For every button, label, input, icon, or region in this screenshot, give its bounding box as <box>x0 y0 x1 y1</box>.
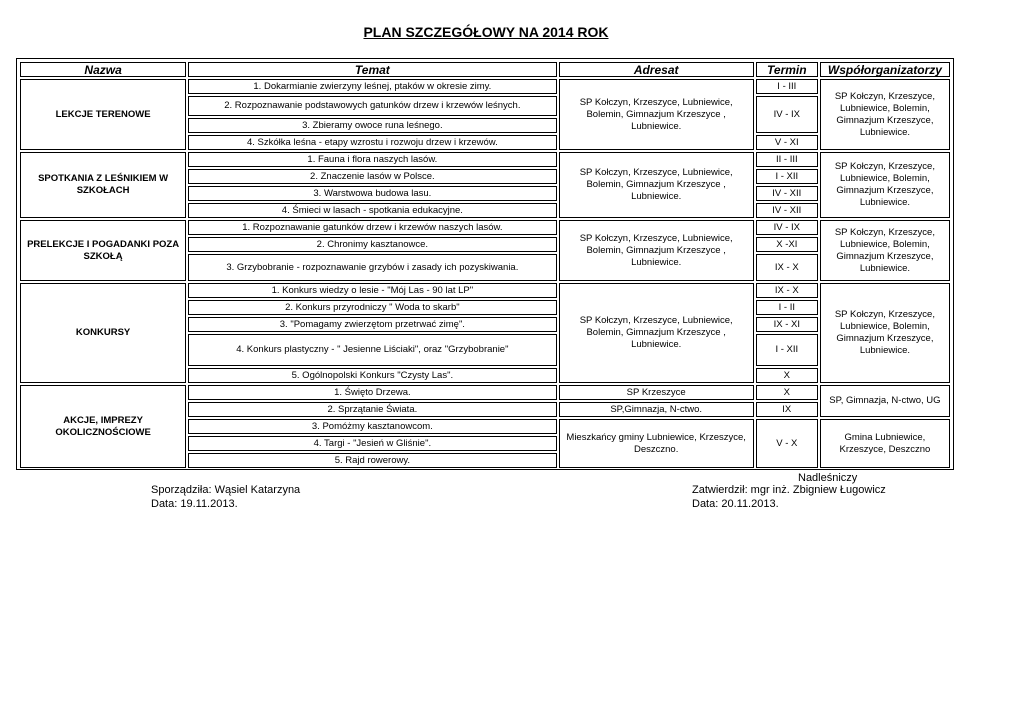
coorganizers-cell: SP Kołczyn, Krzeszyce, Lubniewice, Bolemin, Gimnazjum Krzeszyce, Lubniewice. <box>820 283 950 383</box>
coorganizers-cell: SP Kołczyn, Krzeszyce, Lubniewice, Bolemin, Gimnazjum Krzeszyce, Lubniewice. <box>820 220 950 281</box>
term-cell: V - X <box>756 419 818 468</box>
addressee-cell: SP,Gimnazja, N-ctwo. <box>559 402 754 417</box>
header-nazwa: Nazwa <box>20 62 186 77</box>
term-cell: II - III <box>756 152 818 167</box>
table-row <box>20 79 950 94</box>
category-name: KONKURSY <box>20 283 186 383</box>
nadlesniczy-label: Nadleśniczy <box>798 472 858 484</box>
addressee-cell: SP Kołczyn, Krzeszyce, Lubniewice, Bolemin, Gimnazjum Krzeszyce , Lubniewice. <box>559 79 754 150</box>
term-cell: X -XI <box>756 237 818 252</box>
topic-cell: 3. Grzybobranie - rozpoznawanie grzybów i zasady ich pozyskiwania. <box>188 254 556 281</box>
topic-cell: 5. Ogólnopolski Konkurs "Czysty Las". <box>188 368 556 383</box>
term-cell: IX - X <box>756 254 818 281</box>
coorganizers-cell: SP Kołczyn, Krzeszyce, Lubniewice, Bolemin, Gimnazjum Krzeszyce, Lubniewice. <box>820 79 950 150</box>
category-name: PRELEKCJE I POGADANKI POZA SZKOŁĄ <box>20 220 186 281</box>
coorganizers-cell: Gmina Lubniewice, Krzeszyce, Deszczno <box>820 419 950 468</box>
addressee-cell: SP Kołczyn, Krzeszyce, Lubniewice, Bolemin, Gimnazjum Krzeszyce , Lubniewice. <box>559 152 754 218</box>
term-cell: I - XII <box>756 334 818 366</box>
term-cell: V - XI <box>756 135 818 150</box>
table-row <box>20 220 950 235</box>
plan-table <box>18 60 952 470</box>
topic-cell: 1. Fauna i flora naszych lasów. <box>188 152 556 167</box>
category-name: AKCJE, IMPREZY OKOLICZNOŚCIOWE <box>20 385 186 468</box>
topic-cell: 2. Konkurs przyrodniczy " Woda to skarb" <box>188 300 556 315</box>
table-row <box>20 152 950 167</box>
topic-cell: 2. Rozpoznawanie podstawowych gatunków drzew i krzewów leśnych. <box>188 96 556 116</box>
addressee-cell: SP Krzeszyce <box>559 385 754 400</box>
term-cell: IX - X <box>756 283 818 298</box>
topic-cell: 2. Sprzątanie Świata. <box>188 402 556 417</box>
approved-by: Zatwierdził: mgr inż. Zbigniew Ługowicz <box>692 484 886 496</box>
document-title: PLAN SZCZEGÓŁOWY NA 2014 ROK <box>363 24 609 40</box>
header-row <box>20 62 950 77</box>
header-wspolorganizatorzy: Współorganizatorzy <box>820 62 950 77</box>
term-cell: X <box>756 385 818 400</box>
category-name: SPOTKANIA Z LEŚNIKIEM W SZKOŁACH <box>20 152 186 218</box>
plan-body <box>20 79 950 468</box>
topic-cell: 2. Znaczenie lasów w Polsce. <box>188 169 556 184</box>
header-termin: Termin <box>756 62 818 77</box>
term-cell: IV - XII <box>756 186 818 201</box>
term-cell: I - II <box>756 300 818 315</box>
coorganizers-cell: SP Kołczyn, Krzeszyce, Lubniewice, Bolemin, Gimnazjum Krzeszyce, Lubniewice. <box>820 152 950 218</box>
topic-cell: 3. Warstwowa budowa lasu. <box>188 186 556 201</box>
topic-cell: 4. Konkurs plastyczny - " Jesienne Liściaki", oraz "Grzybobranie" <box>188 334 556 366</box>
prepared-by: Sporządziła: Wąsiel Katarzyna <box>151 484 301 496</box>
topic-cell: 1. Święto Drzewa. <box>188 385 556 400</box>
header-adresat: Adresat <box>559 62 754 77</box>
topic-cell: 3. Zbieramy owoce runa leśnego. <box>188 118 556 133</box>
addressee-cell: SP Kołczyn, Krzeszyce, Lubniewice, Bolemin, Gimnazjum Krzeszyce , Lubniewice. <box>559 283 754 383</box>
topic-cell: 3. "Pomagamy zwierzętom przetrwać zimę". <box>188 317 556 332</box>
table-row <box>20 283 950 298</box>
topic-cell: 3. Pomóżmy kasztanowcom. <box>188 419 556 434</box>
topic-cell: 2. Chronimy kasztanowce. <box>188 237 556 252</box>
prepared-date: Data: 19.11.2013. <box>151 498 238 510</box>
category-name: LEKCJE TERENOWE <box>20 79 186 150</box>
term-cell: IV - IX <box>756 220 818 235</box>
topic-cell: 1. Konkurs wiedzy o lesie - "Mój Las - 90 lat LP" <box>188 283 556 298</box>
addressee-cell: Mieszkańcy gminy Lubniewice, Krzeszyce, Deszczno. <box>559 419 754 468</box>
term-cell: IV - XII <box>756 203 818 218</box>
topic-cell: 4. Śmieci w lasach - spotkania edukacyjne. <box>188 203 556 218</box>
term-cell: IX <box>756 402 818 417</box>
term-cell: IV - IX <box>756 96 818 133</box>
approved-date: Data: 20.11.2013. <box>692 498 779 510</box>
term-cell: I - III <box>756 79 818 94</box>
term-cell: X <box>756 368 818 383</box>
table-row <box>20 385 950 400</box>
header-temat: Temat <box>188 62 556 77</box>
term-cell: I - XII <box>756 169 818 184</box>
topic-cell: 4. Szkółka leśna - etapy wzrostu i rozwoju drzew i krzewów. <box>188 135 556 150</box>
topic-cell: 1. Dokarmianie zwierzyny leśnej, ptaków w okresie zimy. <box>188 79 556 94</box>
term-cell: IX - XI <box>756 317 818 332</box>
coorganizers-cell: SP, Gimnazja, N-ctwo, UG <box>820 385 950 417</box>
topic-cell: 5. Rajd rowerowy. <box>188 453 556 468</box>
addressee-cell: SP Kołczyn, Krzeszyce, Lubniewice, Bolemin, Gimnazjum Krzeszyce , Lubniewice. <box>559 220 754 281</box>
topic-cell: 1. Rozpoznawanie gatunków drzew i krzewów naszych lasów. <box>188 220 556 235</box>
topic-cell: 4. Targi - "Jesień w Gliśnie". <box>188 436 556 451</box>
